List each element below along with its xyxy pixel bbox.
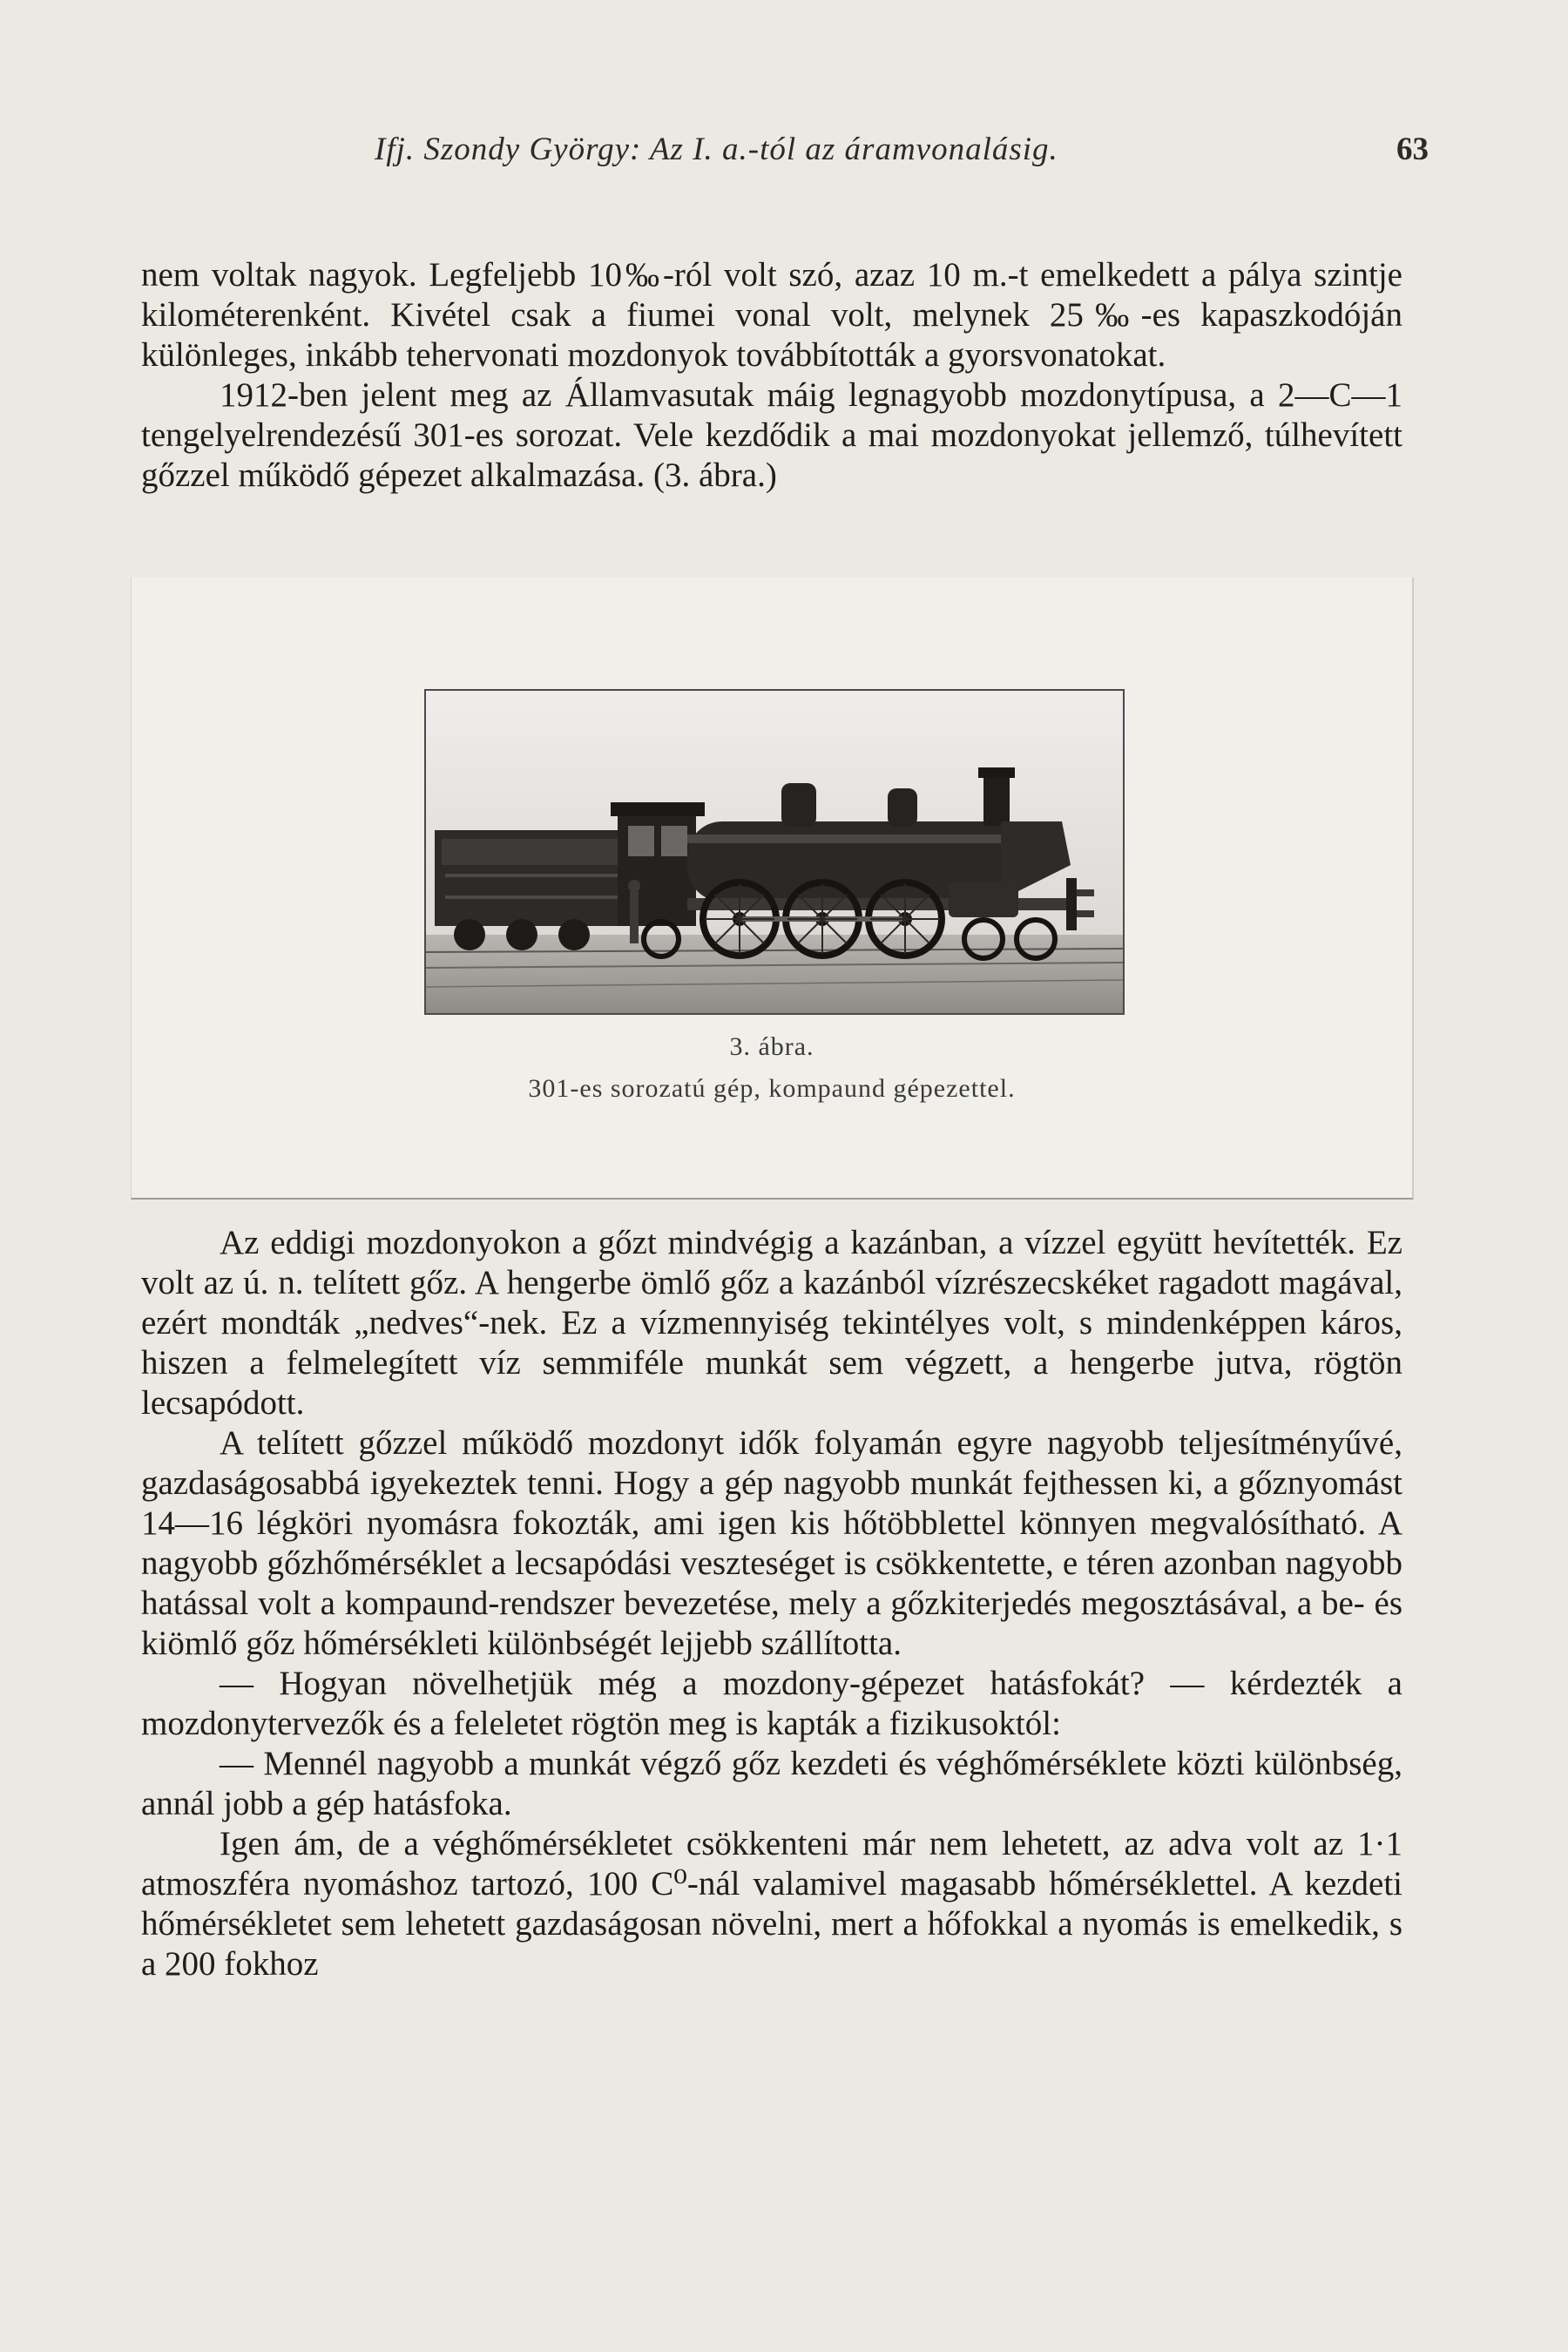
chimney — [983, 774, 1010, 826]
locomotive-photo — [424, 689, 1125, 1015]
paragraph: — Hogyan növelhetjük még a mozdony-gépezet hatásfokát? — kérdezték a mozdonytervezők és a feleletet rögtön meg is kapták a fizikusoktól: — [141, 1665, 1402, 1742]
figure-number: 3. ábra. — [729, 1032, 814, 1061]
steam-dome — [781, 783, 816, 827]
paragraph: nem voltak nagyok. Legfeljebb 10‰-ról volt szó, azaz 10 m.-t emelkedett a pálya szintje kilométerenként. Kivétel csak a fiumei vonal volt, melynek 25‰-es kapaszkodóján különleges, inkább tehervonati mozdonyok továbbították a gyorsvonatokat. — [141, 256, 1402, 374]
figure — [131, 578, 1414, 1200]
paragraph: — Mennél nagyobb a munkát végző gőz kezdeti és véghőmérséklete közti különbség, annál jobb a gép hatásfoka. — [141, 1745, 1402, 1822]
figure-caption: 301-es sorozatú gép, kompaund gépezettel. — [528, 1074, 1016, 1103]
body-text-top — [141, 255, 1402, 496]
paragraph: Igen ám, de a véghőmérsékletet csökkenteni már nem lehetett, az adva volt az 1·1 atmoszféra nyomáshoz tartozó, 100 C⁰-nál valamivel magasabb hőmérséklettel. A kezdeti hőmérsékletet sem lehetett gazdaságosan növelni, mert a hőfokkal a nyomás is emelkedik, s a 200 fokhoz — [141, 1825, 1402, 1983]
page-header — [375, 131, 1429, 174]
person-figure — [630, 891, 639, 943]
paragraph: A telített gőzzel működő mozdonyt idők folyamán egyre nagyobb teljesítményűvé, gazdaságosabbá igyekeztek tenni. Hogy a gép nagyobb munkát fejthessen ki, a gőznyomást 14—16 légköri nyomásra fokozták, ami igen kis hőtöbblettel könnyen megvalósítható. A nagyobb gőzhőmérséklet a lecsapódási veszteséget is csökkentette, e téren azonban nagyobb hatással volt a kompaund-rendszer bevezetése, mely a gőzkiterjedés megosztásával, a be- és kiömlő gőz hőmérsékleti különbségét lejjebb szállította. — [141, 1424, 1402, 1662]
cylinder — [949, 882, 1018, 917]
page-number: 63 — [1396, 132, 1429, 167]
driving-wheels — [703, 882, 942, 956]
paragraph: Az eddigi mozdonyokon a gőzt mindvégig a kazánban, a vízzel együtt hevítették. Ez volt az ú. n. telített gőz. A hengerbe ömlő gőz a kazánból vízrészecskéket ragadott magával, ezért mondták „nedves“-nek. Ez a vízmennyiség tekintélyes volt, s mindenképpen káros, hiszen a felmelegített víz semmiféle munkát sem végzett, a hengerbe jutva, rögtön lecsapódott. — [141, 1224, 1402, 1422]
sand-dome — [888, 788, 917, 827]
paragraph: 1912-ben jelent meg az Államvasutak máig legnagyobb mozdonytípusa, a 2—C—1 tengelyelrendezésű 301-es sorozat. Vele kezdődik a mai mozdonyokat jellemző, túlhevített gőzzel működő gépezet alkalmazása. (3. ábra.) — [141, 376, 1402, 494]
locomotive-illustration — [426, 691, 1123, 1013]
body-text-bottom — [141, 1223, 1402, 1984]
running-head: Ifj. Szondy György: Az I. a.-tól az áramvonalásig. — [375, 132, 1058, 167]
